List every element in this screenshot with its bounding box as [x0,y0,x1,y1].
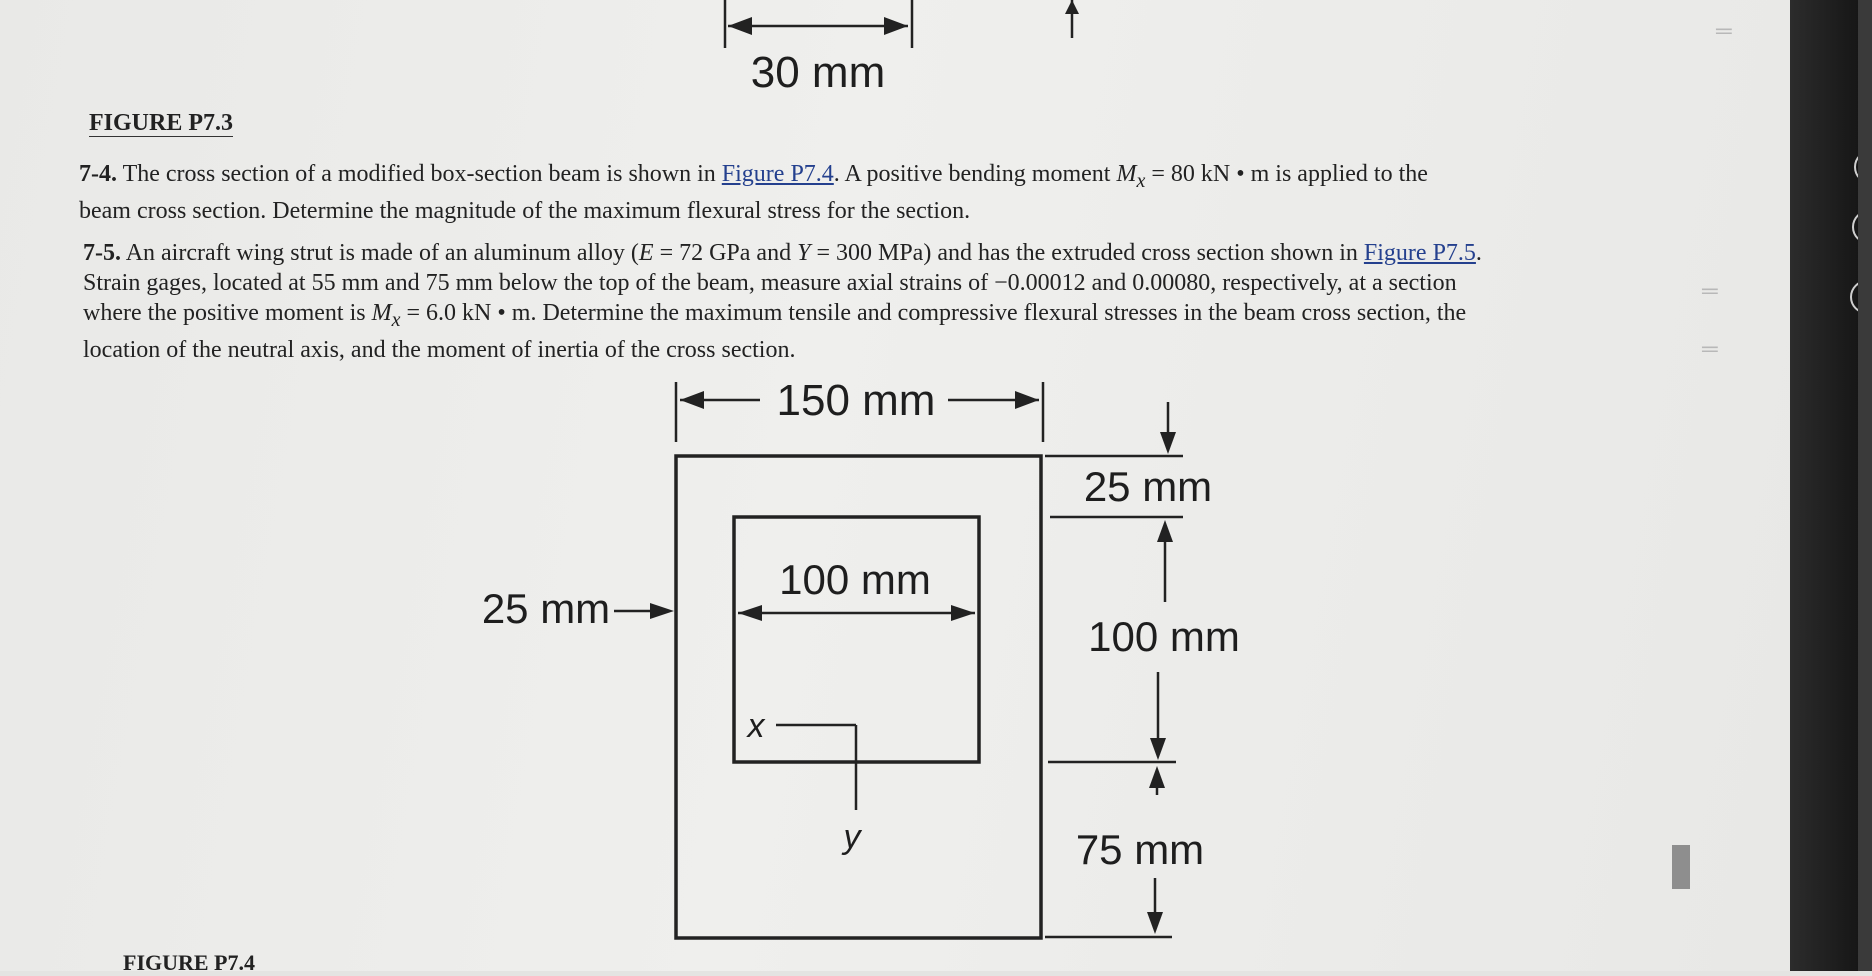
problem-text: where the positive moment is [83,300,366,326]
problem-7-4-line-1 [79,159,1639,196]
top-thickness-label: 25 mm [1083,463,1213,510]
problem-text: An aircraft wing strut is made of an aluminum alloy ( [125,240,639,266]
inner-width-label: 100 mm [779,556,931,603]
outer-section-outline [676,456,1041,938]
arrowhead-up-icon [1065,0,1079,14]
arrowhead-down-icon [1160,432,1176,454]
moment-subscript: x [1136,169,1146,192]
arrowhead-down-icon [1147,912,1163,934]
arrowhead-left-icon [738,605,762,621]
problem-7-5-line-4: location of the neutral axis, and the moment of inertia of the cross section. [83,336,796,363]
modulus-symbol: E [638,240,654,266]
arrowhead-right-icon [951,605,975,621]
problem-text: . A positive bending moment [833,161,1111,187]
figure-p7-4 [0,370,1300,971]
margin-mark: ═ [1702,278,1718,303]
yield-symbol: Y [797,240,811,266]
arrowhead-right-icon [1015,391,1039,409]
moment-subscript: x [391,308,401,331]
problem-7-5-line-3 [83,298,1723,335]
arrowhead-right-icon [650,603,674,619]
width-label: 150 mm [776,376,936,425]
moment-symbol: M [1116,161,1137,187]
problem-text: = 72 GPa and [659,240,792,266]
x-axis-label: x [747,707,765,745]
bottom-thickness-label: 75 mm [1075,826,1205,873]
margin-mark: ═ [1716,18,1732,43]
moment-symbol: M [371,300,392,326]
problem-text: = 6.0 kN • m. Determine the maximum tensile and compressive flexural stresses in the beam cross section, the [406,300,1467,326]
problem-7-5 [83,238,1723,365]
figure-p7-4-caption: FIGURE P7.4 [123,950,255,975]
problem-text: The cross section of a modified box-section beam is shown in [122,161,716,187]
problem-7-4-line-2: beam cross section. Determine the magnitude of the maximum flexural stress for the section. [79,197,971,224]
problem-7-5-line-1 [83,238,1723,268]
margin-mark: ═ [1702,336,1718,361]
problem-text: = 80 kN • m is applied to the [1151,161,1428,187]
screen-edge [1858,0,1872,971]
figure-p7-3-caption: FIGURE P7.3 [89,110,233,136]
y-axis-label: y [843,818,861,856]
problem-text: . [1475,240,1482,266]
arrowhead-left-icon [728,17,752,35]
figure-p7-5-link[interactable]: Figure P7.5 [1363,240,1476,266]
figure-p7-3-fragment [0,0,1200,100]
inner-height-label: 100 mm [1088,613,1240,660]
dimension-label-30mm: 30 mm [750,48,886,97]
arrowhead-left-icon [680,391,704,409]
problem-text: = 300 MPa) and has the extruded cross section shown in [816,240,1358,266]
problem-number: 7-4. [79,161,117,187]
wall-thickness-label: 25 mm [481,585,611,632]
figure-p7-4-link[interactable]: Figure P7.4 [721,161,834,187]
problem-7-5-line-2: Strain gages, located at 55 mm and 75 mm below the top of the beam, measure axial strains of −0.00012 and 0.00080, respectively, at a section [83,270,1457,296]
problem-7-4 [79,159,1639,226]
problem-number: 7-5. [83,240,121,266]
scrollbar-thumb[interactable] [1672,845,1690,889]
arrowhead-right-icon [884,17,908,35]
arrowhead-down-icon [1150,738,1166,760]
